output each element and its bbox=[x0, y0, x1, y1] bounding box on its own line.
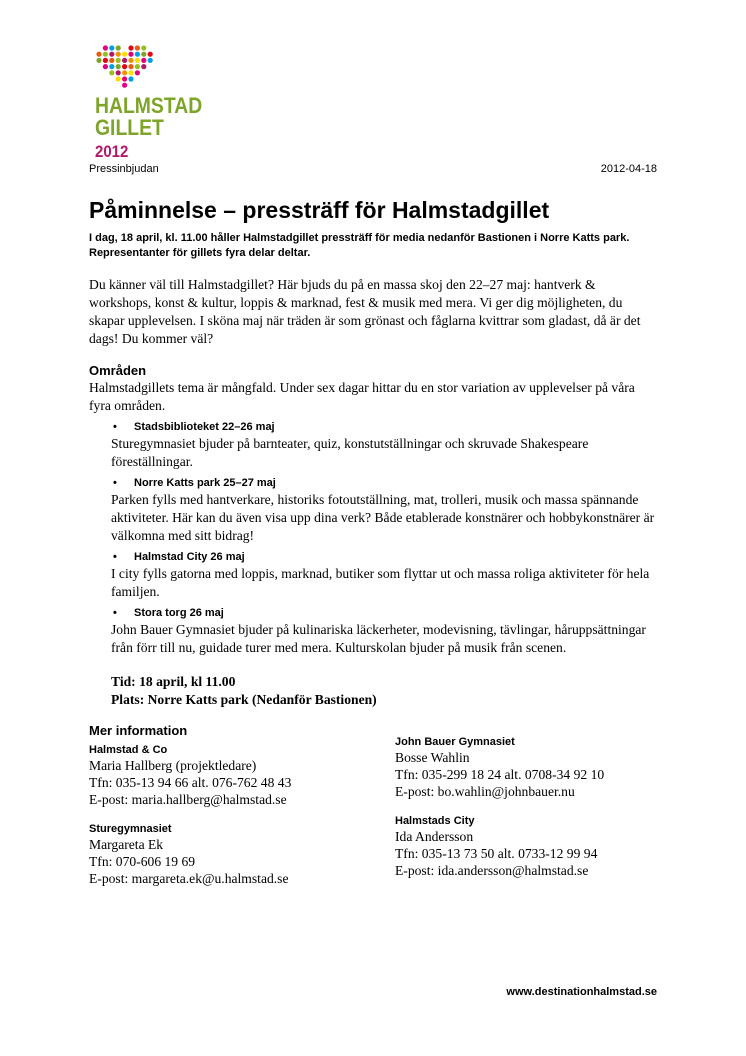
heart-dot bbox=[141, 52, 146, 57]
lead-paragraph: I dag, 18 april, kl. 11.00 håller Halmstadgillet pressträff för media nedanför Bastionen i Norre Katts park. Representanter för gillets fyra delar deltar. bbox=[89, 232, 630, 259]
heart-dot bbox=[122, 58, 127, 63]
areas-text: Halmstadgillets tema är mångfald. Under sex dagar hittar du en stor variation av upplevelser på våra fyra områden. bbox=[89, 380, 635, 413]
logo-wordmark bbox=[95, 95, 202, 163]
list-item bbox=[89, 420, 659, 471]
heart-dot bbox=[103, 45, 108, 50]
contact-phone: Tfn: 035-13 73 50 alt. 0733-12 99 94 bbox=[395, 846, 598, 861]
contact-block bbox=[89, 743, 369, 808]
event-details bbox=[111, 673, 659, 709]
heart-dots-icon bbox=[95, 44, 155, 92]
heart-dot bbox=[103, 52, 108, 57]
areas-heading: Områden bbox=[89, 363, 147, 378]
contact-name: Maria Hallberg (projektledare) bbox=[89, 758, 257, 773]
heart-dot bbox=[141, 58, 146, 63]
contact-name: Ida Andersson bbox=[395, 829, 474, 844]
contact-block bbox=[395, 814, 675, 879]
area-description: John Bauer Gymnasiet bjuder på kulinariska läckerheter, modevisning, tävlingar, håruppsättningar från förr till nu, guidade turer med mera. Kulturskolan bjuder på musik från scenen. bbox=[111, 622, 646, 655]
halmstadgillet-logo bbox=[95, 44, 215, 161]
contact-block bbox=[395, 735, 675, 800]
heart-dot bbox=[116, 70, 121, 75]
area-description: Sturegymnasiet bjuder på barnteater, quiz, konstutställningar och skruvade Shakespeare föreställningar. bbox=[111, 436, 589, 469]
contacts bbox=[89, 736, 659, 953]
heart-dot bbox=[135, 64, 140, 69]
heart-dot bbox=[135, 45, 140, 50]
list-item bbox=[89, 476, 659, 545]
heart-dot bbox=[122, 52, 127, 57]
heart-dot bbox=[128, 70, 133, 75]
heart-dot bbox=[109, 70, 114, 75]
heart-dot bbox=[116, 45, 121, 50]
document-date: 2012-04-18 bbox=[600, 163, 657, 175]
area-title: • Norre Katts park 25–27 maj bbox=[89, 476, 659, 491]
contact-email: E-post: margareta.ek@u.halmstad.se bbox=[89, 871, 289, 886]
contact-org: Sturegymnasiet bbox=[89, 823, 172, 835]
event-place: Plats: Norre Katts park (Nedanför Bastionen) bbox=[111, 692, 377, 707]
contact-email: E-post: ida.andersson@halmstad.se bbox=[395, 863, 589, 878]
heart-dot bbox=[141, 64, 146, 69]
logo-year: 2012 bbox=[95, 142, 129, 161]
area-description: I city fylls gatorna med loppis, marknad, butiker som flyttar ut och massa roliga aktiviteter för hela familjen. bbox=[111, 566, 650, 599]
heart-dot bbox=[96, 52, 101, 57]
heart-dot bbox=[109, 58, 114, 63]
list-item bbox=[89, 606, 659, 657]
heart-dot bbox=[128, 76, 133, 81]
heart-dot bbox=[148, 52, 153, 57]
contact-email: E-post: bo.wahlin@johnbauer.nu bbox=[395, 784, 575, 799]
heart-dot bbox=[116, 64, 121, 69]
page-title: Påminnelse – pressträff för Halmstadgillet bbox=[89, 197, 550, 223]
contact-name: Margareta Ek bbox=[89, 837, 164, 852]
contacts-right-column bbox=[395, 735, 675, 893]
logo-line-1: HALMSTAD bbox=[95, 93, 203, 118]
heart-dot bbox=[103, 64, 108, 69]
heart-dot bbox=[109, 52, 114, 57]
heart-dot bbox=[135, 58, 140, 63]
document-type: Pressinbjudan bbox=[89, 163, 159, 175]
heart-dot bbox=[122, 64, 127, 69]
contact-email: E-post: maria.hallberg@halmstad.se bbox=[89, 792, 287, 807]
heart-dot bbox=[116, 52, 121, 57]
document-body bbox=[89, 196, 659, 953]
contact-name: Bosse Wahlin bbox=[395, 750, 470, 765]
heart-dot bbox=[103, 58, 108, 63]
heart-dot bbox=[122, 76, 127, 81]
heart-dot bbox=[128, 58, 133, 63]
heart-dot bbox=[148, 58, 153, 63]
list-item bbox=[89, 550, 659, 601]
contact-phone: Tfn: 070-606 19 69 bbox=[89, 854, 196, 869]
area-title: • Stadsbiblioteket 22–26 maj bbox=[89, 420, 659, 435]
area-title: • Halmstad City 26 maj bbox=[89, 550, 659, 565]
heart-dot bbox=[135, 52, 140, 57]
intro-paragraph: Du känner väl till Halmstadgillet? Här bjuds du på en massa skoj den 22–27 maj: hantverk & workshops, konst & kultur, loppis & marknad, fest & musik med mera. Vi ger dig möjligheten, du skapar upplevelsen. I sköna maj när träden är som grönast och fåglarna kvittrar som gladast, då är det dags! Du kommer väl? bbox=[89, 277, 641, 346]
contact-phone: Tfn: 035-299 18 24 alt. 0708-34 92 10 bbox=[395, 767, 605, 782]
contact-phone: Tfn: 035-13 94 66 alt. 076-762 48 43 bbox=[89, 775, 292, 790]
heart-dot bbox=[116, 76, 121, 81]
more-info-heading: Mer information bbox=[89, 723, 188, 738]
heart-dot bbox=[96, 58, 101, 63]
heart-dot bbox=[128, 64, 133, 69]
contact-org: Halmstads City bbox=[395, 815, 475, 827]
area-title: • Stora torg 26 maj bbox=[89, 606, 659, 621]
area-description: Parken fylls med hantverkare, historiks fotoutställning, mat, trolleri, musik och massa spännande aktiviteter. Här kan du även visa upp dina verk? Både etablerade konstnärer och hobbykonstnärer är välkomna med sitt bidrag! bbox=[111, 492, 655, 543]
heart-dot bbox=[116, 58, 121, 63]
contacts-left-column bbox=[89, 743, 369, 901]
heart-dot bbox=[135, 70, 140, 75]
heart-dot bbox=[109, 45, 114, 50]
logo-line-2: GILLET bbox=[95, 115, 164, 140]
areas-list bbox=[89, 420, 659, 657]
contact-org: John Bauer Gymnasiet bbox=[395, 736, 515, 748]
contact-org: Halmstad & Co bbox=[89, 744, 168, 756]
heart-dot bbox=[122, 83, 127, 88]
contact-block bbox=[89, 822, 369, 887]
heart-dot bbox=[128, 52, 133, 57]
heart-dot bbox=[122, 70, 127, 75]
heart-dot bbox=[109, 64, 114, 69]
heart-dot bbox=[128, 45, 133, 50]
footer-website: www.destinationhalmstad.se bbox=[506, 986, 657, 998]
event-time: Tid: 18 april, kl 11.00 bbox=[111, 674, 236, 689]
heart-dot bbox=[141, 45, 146, 50]
